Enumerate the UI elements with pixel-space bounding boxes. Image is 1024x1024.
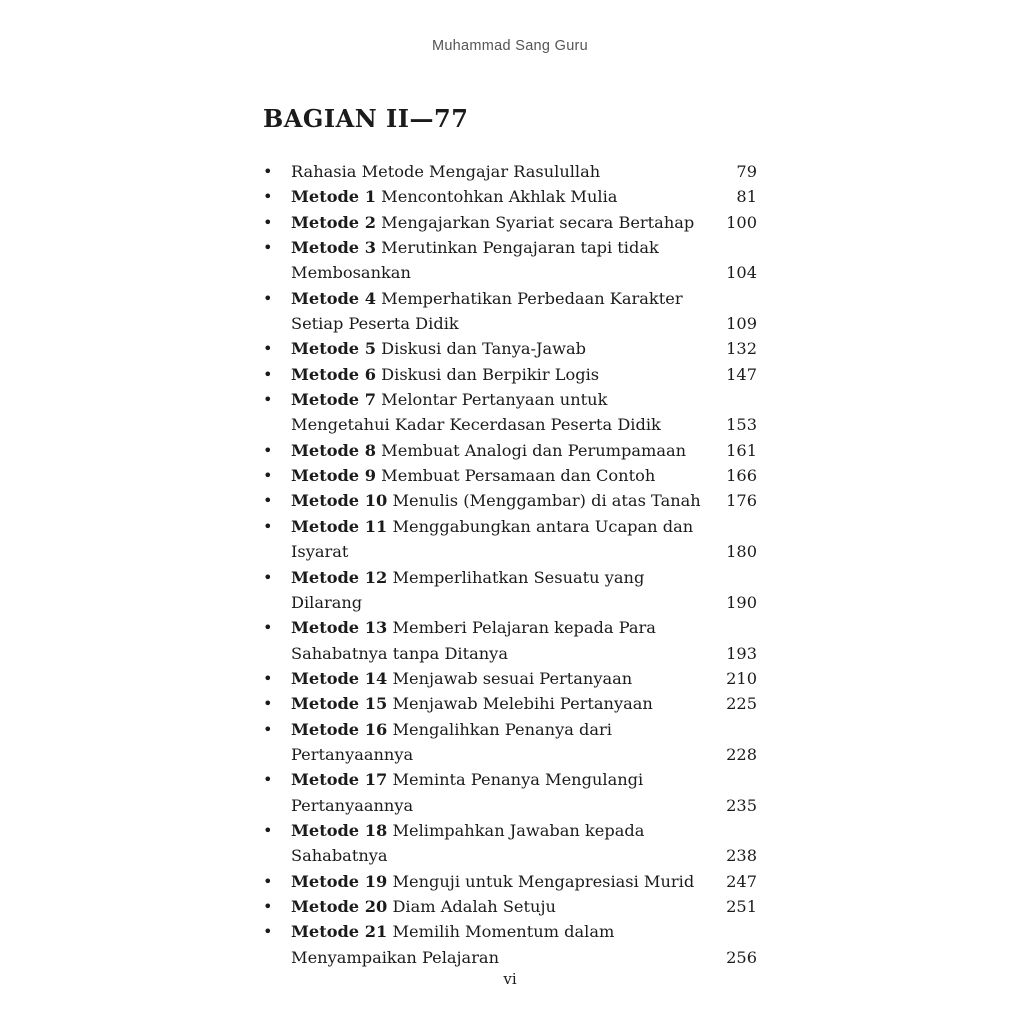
toc-page-number: 100 (726, 212, 757, 232)
bullet-icon: • (263, 719, 273, 739)
bullet-icon: • (263, 491, 273, 511)
method-label: Metode 5 (291, 339, 377, 359)
toc-page-number: 109 (726, 314, 757, 334)
toc-entry-title: Melimpahkan Jawaban kepada Sahabatnya (291, 820, 645, 866)
toc-page-number: 235 (726, 795, 757, 815)
toc-entry-title: Menggabungkan antara Ucapan dan Isyarat (291, 516, 694, 562)
toc-entry-text (291, 238, 659, 282)
toc-entry (263, 691, 757, 716)
bullet-icon: • (263, 668, 273, 688)
bullet-icon: • (263, 238, 273, 258)
toc-page-number: 81 (736, 187, 757, 207)
method-label: Metode 15 (291, 694, 388, 714)
toc-entry-title: Menjawab sesuai Pertanyaan (392, 668, 633, 688)
toc-page-number: 228 (726, 744, 757, 764)
toc-entry-title: Menulis (Menggambar) di atas Tanah (392, 491, 701, 511)
toc-entry-text (291, 491, 701, 510)
toc-entry (263, 565, 757, 616)
method-label: Metode 20 (291, 896, 388, 916)
bullet-icon: • (263, 516, 273, 536)
bullet-icon: • (263, 694, 273, 714)
toc-entry (263, 666, 757, 691)
toc-page-number: 238 (726, 846, 757, 866)
toc-entry (263, 818, 757, 869)
toc-entry (263, 894, 757, 919)
toc-entry-text (291, 694, 653, 713)
toc-entry (263, 210, 757, 235)
toc-entry-text (291, 441, 686, 460)
method-label: Metode 21 (291, 922, 388, 942)
toc-entry-text (291, 897, 556, 916)
toc-page-number: 210 (726, 668, 757, 688)
method-label: Metode 4 (291, 288, 377, 308)
toc-page-number: 193 (726, 643, 757, 663)
method-label: Metode 6 (291, 364, 377, 384)
toc-entry (263, 286, 757, 337)
toc-entry (263, 919, 757, 970)
toc-entry-text (291, 568, 644, 612)
bullet-icon: • (263, 770, 273, 790)
toc-entry-text (291, 669, 632, 688)
toc-entry-title: Diam Adalah Setuju (392, 896, 556, 916)
toc-page-number: 132 (726, 339, 757, 359)
running-header: Muhammad Sang Guru (431, 38, 589, 54)
bullet-icon: • (263, 162, 273, 181)
bullet-icon: • (263, 922, 273, 942)
toc-entry-title: Diskusi dan Berpikir Logis (381, 364, 600, 384)
toc-entry-title: Mengalihkan Penanya dari Pertanyaannya (291, 719, 612, 764)
toc-entry-title: Membuat Analogi dan Perumpamaan (381, 440, 687, 460)
toc-page-number: 104 (726, 263, 757, 283)
toc-entry-title: Membuat Persamaan dan Contoh (381, 466, 656, 486)
method-label: Metode 9 (291, 466, 377, 486)
toc-entry (263, 767, 757, 818)
toc-page-number: 176 (726, 491, 757, 511)
method-label: Metode 18 (291, 820, 388, 840)
method-label: Metode 3 (291, 238, 377, 258)
toc-entry-title: Rahasia Metode Mengajar Rasulullah (291, 162, 601, 181)
bullet-icon: • (263, 896, 273, 916)
toc-entry (263, 514, 757, 565)
bullet-icon: • (263, 187, 273, 207)
method-label: Metode 7 (291, 390, 377, 410)
bullet-icon: • (263, 440, 273, 460)
method-label: Metode 1 (291, 187, 377, 207)
toc-page-number: 147 (726, 364, 757, 384)
bullet-icon: • (263, 390, 273, 410)
toc-page-number: 180 (726, 542, 757, 562)
toc-entry-text (291, 517, 693, 561)
method-label: Metode 19 (291, 871, 388, 891)
toc-entry (263, 438, 757, 463)
toc-entry-text (291, 162, 600, 181)
toc-entry (263, 235, 757, 286)
toc-entry-title: Diskusi dan Tanya-Jawab (381, 339, 586, 359)
toc-page-number: 79 (736, 162, 757, 181)
toc-page-number: 166 (726, 466, 757, 486)
toc-entry (263, 184, 757, 209)
toc-entry-text (291, 618, 656, 662)
toc-entry-title: Memperhatikan Perbedaan Karakter Setiap Peserta Didik (291, 288, 683, 334)
toc-entry (263, 869, 757, 894)
toc-entry-title: Mengajarkan Syariat secara Bertahap (381, 212, 695, 232)
toc-entry (263, 336, 757, 361)
toc-entry-text (291, 187, 617, 206)
method-label: Metode 2 (291, 212, 377, 232)
bullet-icon: • (263, 212, 273, 232)
toc-page-number: 256 (726, 947, 757, 967)
method-label: Metode 11 (291, 516, 388, 536)
toc-entry (263, 159, 757, 184)
toc-entry-text (291, 289, 683, 333)
toc-entry-title: Melontar Pertanyaan untuk Mengetahui Kadar Kecerdasan Peserta Didik (291, 390, 661, 435)
toc-entry-title: Menjawab Melebihi Pertanyaan (392, 694, 653, 714)
bullet-icon: • (263, 567, 273, 587)
toc-entry-text (291, 770, 643, 814)
toc-page-number: 251 (726, 896, 757, 916)
toc-entry-title: Memperlihatkan Sesuatu yang Dilarang (291, 567, 645, 612)
toc-entry-title: Meminta Penanya Mengulangi Pertanyaannya (291, 770, 644, 815)
toc-entry-text (291, 720, 612, 764)
toc-page-number: 190 (726, 592, 757, 612)
bullet-icon: • (263, 288, 273, 308)
method-label: Metode 16 (291, 719, 388, 739)
toc-entry-text (291, 390, 661, 434)
toc-entry-title: Mencontohkan Akhlak Mulia (381, 187, 618, 207)
method-label: Metode 8 (291, 440, 377, 460)
method-label: Metode 13 (291, 618, 388, 638)
toc-entry (263, 387, 757, 438)
toc-entry-text (291, 365, 599, 384)
toc-page-number: 153 (726, 415, 757, 435)
toc-entry-text (291, 213, 694, 232)
bullet-icon: • (263, 871, 273, 891)
toc-entry (263, 615, 757, 666)
toc-page-number: 161 (726, 440, 757, 460)
toc-entry-text (291, 821, 644, 865)
toc-entry-title: Memberi Pelajaran kepada Para Sahabatnya tanpa Ditanya (291, 618, 656, 663)
toc-entry-title: Merutinkan Pengajaran tapi tidak Membosankan (291, 238, 659, 283)
bullet-icon: • (263, 618, 273, 638)
toc-entry (263, 362, 757, 387)
toc-entry-text (291, 872, 694, 891)
toc-entry (263, 488, 757, 513)
toc-entry (263, 717, 757, 768)
table-of-contents (263, 159, 757, 970)
method-label: Metode 14 (291, 668, 388, 688)
bullet-icon: • (263, 339, 273, 359)
toc-entry-title: Menguji untuk Mengapresiasi Murid (392, 871, 695, 891)
bullet-icon: • (263, 820, 273, 840)
toc-entry-text (291, 339, 586, 358)
toc-entry-text (291, 922, 614, 966)
page-number: vi (503, 970, 517, 988)
method-label: Metode 12 (291, 567, 388, 587)
toc-entry-title: Memilih Momentum dalam Menyampaikan Pelajaran (291, 922, 615, 967)
toc-entry-text (291, 466, 655, 485)
method-label: Metode 10 (291, 491, 388, 511)
section-title: BAGIAN II—77 (263, 104, 469, 133)
bullet-icon: • (263, 466, 273, 486)
toc-entry (263, 463, 757, 488)
toc-page-number: 225 (726, 694, 757, 714)
method-label: Metode 17 (291, 770, 388, 790)
toc-page-number: 247 (726, 871, 757, 891)
bullet-icon: • (263, 364, 273, 384)
